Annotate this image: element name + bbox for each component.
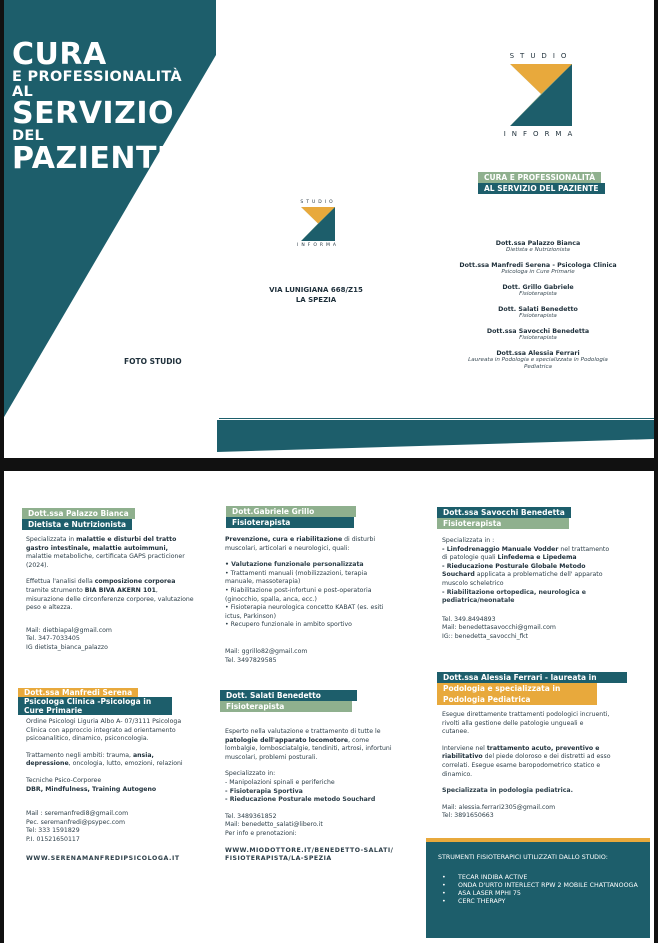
grillo-name: Dott.Gabriele Grillo: [226, 506, 356, 517]
grillo-tel[interactable]: Tel. 3497829585: [225, 656, 277, 664]
tagline-line2: AL SERVIZIO DEL PAZIENTE: [478, 183, 605, 194]
staff-role: Psicologa in Cure Primarie: [501, 269, 575, 275]
ferrari-header: [437, 672, 627, 705]
palazzo-header: [22, 508, 135, 530]
grillo-heading: • Valutazione funzionale personalizzata: [225, 561, 364, 569]
manfredi-role: Psicologa Clinica -Psicologa in Cure Primarie: [18, 697, 172, 715]
studio-informa-logo-large: STUDIO INFORMA: [503, 52, 579, 138]
grillo-role: Fisioterapista: [226, 517, 354, 528]
manfredi-header: [18, 688, 172, 715]
salati-info-label: Per info e prenotazioni:: [225, 829, 297, 837]
ferrari-name: Dott.ssa Alessia Ferrari - laureata in: [437, 672, 627, 683]
strumenti-title: STRUMENTI FISIOTERAPICI UTILIZZATI DALLO STUDIO:: [438, 854, 608, 861]
palazzo-ig[interactable]: IG dietista_bianca_palazzo: [26, 643, 108, 651]
cover-title: [12, 37, 182, 176]
manfredi-piva: P.I. 01521650117: [26, 835, 80, 843]
salati-body: Esperto nella valutazione e trattamento di tutte le patologie dell'apparato locomotore, come lombalgie, lombosciatalgie, tendiniti, artrosi, infortuni muscolari, problemi posturali. Specializzato in: - Manipolazioni spinali e periferiche - Fisioterapia Sportiva - Rieducazione Posturale metodo Souchard Tel. 3489361852 Mail: benedetto_salati@libero.it Per info e prenotazioni: WWW.MIODOTTORE.IT/BENEDETTO-SALATI/FISIOTERAPISTA/LA-SPEZIA: [225, 728, 394, 863]
ferrari-tel[interactable]: Tel: 3891650663: [442, 812, 494, 820]
cover-line-cura: CURA: [12, 37, 107, 72]
ferrari-mail[interactable]: Mail: alessia.ferrari2305@gmail.com: [442, 803, 556, 811]
savocchi-tel[interactable]: Tel. 349.8494893: [442, 615, 496, 623]
savocchi-body: Specializzata in : - Linfodrenaggio Manuale Vodder nel trattamento di patologie quali Linfedema e Lipedema - Rieducazione Posturale Globale Metodo Souchard applicata a problematiche dell' apparato muscolo scheletrico - Riabilitazione ortopedica, neurologica e pediatrica/neonatale Tel. 349.8494893 Mail: benedettasavocchi@gmail.com IG:: benedetta_savocchi_fkt: [442, 537, 612, 642]
ferrari-role: Podologia e specializzata in Podologia Pediatrica: [437, 683, 597, 705]
staff-role: Dietista e Nutrizionista: [506, 247, 570, 253]
salati-tel[interactable]: Tel. 3489361852: [225, 812, 277, 820]
tagline: [478, 172, 605, 194]
grillo-mail[interactable]: Mail: ggrillo82@gmail.com: [225, 647, 308, 655]
staff-name: Dott.ssa Manfredi Serena - Psicologa Clinica: [459, 262, 617, 269]
manfredi-tel[interactable]: Tel: 333 1591829: [26, 827, 80, 835]
palazzo-mail[interactable]: Mail: dietbiapal@gmail.com: [26, 626, 112, 634]
strumenti-list: [438, 874, 640, 906]
bottom-stripe: [209, 405, 654, 455]
cover-line-al: AL: [12, 83, 34, 100]
list-item: • TECAR INDIBA ACTIVE: [438, 874, 640, 882]
salati-website-link[interactable]: WWW.MIODOTTORE.IT/BENEDETTO-SALATI/FISIOTERAPISTA/LA-SPEZIA: [225, 846, 394, 863]
tagline-line1: CURA E PROFESSIONALITÀ: [478, 172, 601, 183]
savocchi-ig[interactable]: IG:: benedetta_savocchi_fkt: [442, 632, 528, 640]
grillo-body: Prevenzione, cura e riabilitazione di disturbi muscolari, articolari e neurologici, quali: • Valutazione funzionale personalizzata • Trattamenti manuali (mobilizzazioni, terapia manuale, massoterapia) • Riabilitazione post-infortuni e post-operatoria (ginocchio, spalla, anca, ecc.) • Fisioterapia neurologica concetto KABAT (es. esiti ictus, Parkinson) • Recupero funzionale in ambito sportivo Mail: ggrillo82@gmail.com Tel. 3497829585: [225, 536, 397, 665]
address-line1: VIA LUNIGIANA 668/Z15: [269, 286, 363, 294]
savocchi-role: Fisioterapista: [437, 518, 569, 529]
cover-line-del: DEL: [12, 128, 45, 144]
list-item: • CERC THERAPY: [438, 898, 640, 906]
staff-name: Dott.ssa Palazzo Bianca: [495, 240, 581, 247]
salati-role: Fisioterapista: [220, 701, 352, 712]
manfredi-mail[interactable]: Mail : seremanfredi8@gmail.com: [26, 810, 129, 818]
palazzo-tel[interactable]: Tel. 347-7033405: [26, 635, 80, 643]
ferrari-body: Esegue direttamente trattamenti podologici incruenti, rivolti alla gestione delle patologie ungueali e cutanee. Interviene nel trattamento acuto, preventivo e riabilitativo del piede doloroso e dei distretti ad esso correlati. Esegue esame baropodometrico statico e dinamico. Specializzata in podologia pediatrica. Mail: alessia.ferrari2305@gmail.com Tel: 3891650663: [442, 711, 611, 820]
palazzo-body: Specializzata in malattie e disturbi del tratto gastro intestinale, malattie autoimmuni, malattie metaboliche, certificata GAPS practicioner (2024). Effettua l'analisi della composizione corporea tramite strumento BIA BIVA AKERN 101, misurazione delle circonferenze corporee, valutazione peso e altezza. Mail: dietbiapal@gmail.com Tel. 347-7033405 IG dietista_bianca_palazzo: [26, 536, 194, 651]
salati-header: [220, 690, 357, 712]
staff-list: [448, 240, 628, 379]
staff-role: Laureata in Podologia e specializzata in Podologia Pediatrica: [468, 357, 608, 370]
grillo-header: [226, 506, 356, 528]
staff-name: Dott. Salati Benedetto: [498, 306, 578, 313]
address-line2: LA SPEZIA: [295, 296, 337, 304]
staff-role: Fisioterapista: [519, 335, 557, 341]
staff-name: Dott.ssa Savocchi Benedetta: [486, 328, 590, 335]
manfredi-name: Dott.ssa Manfredi Serena: [18, 688, 138, 697]
palazzo-role: Dietista e Nutrizionista: [22, 519, 132, 530]
savocchi-header: [437, 507, 571, 529]
salati-mail[interactable]: Mail: benedetto_salati@libero.it: [225, 821, 323, 829]
staff-name: Dott.ssa Alessia Ferrari: [496, 350, 580, 357]
logo-mark-small-icon: [300, 207, 336, 241]
manfredi-pec[interactable]: Pec. seremanfredi@psypec.com: [26, 818, 125, 826]
cover-line-paziente: PAZIENTE: [12, 140, 178, 176]
strumenti-box: [426, 842, 650, 938]
list-item: • ONDA D'URTO INTERLECT RPW 2 MOBILE CHATTANOOGA: [438, 882, 640, 890]
manfredi-body: Ordine Psicologi Liguria Albo A- 07/3111 Psicologa Clinica con approccio integrato ad orientamento psicoanalitico, dinamico, psiconcologia. Trattamento negli ambiti: trauma, ansia, depressione, oncologia, lutto, emozioni, relazioni Tecniche Psico-Corporee DBR, Mindfulness, Training Autogeno Mail : seremanfredi8@gmail.com Pec. seremanfredi@psypec.com Tel: 333 1591829 P.I. 01521650117 WWW.SERENAMANFREDIPSICOLOGA.IT: [26, 718, 196, 863]
palazzo-name: Dott.ssa Palazzo Bianca: [22, 508, 135, 519]
staff-name: Dott. Grillo Gabriele: [502, 284, 574, 291]
manfredi-website-link[interactable]: WWW.SERENAMANFREDIPSICOLOGA.IT: [26, 854, 180, 862]
list-item: • ASA LASER MPHI 75: [438, 890, 640, 898]
salati-name: Dott. Salati Benedetto: [220, 690, 357, 701]
logo-mark-icon: [510, 64, 572, 126]
staff-role: Fisioterapista: [519, 291, 557, 297]
cover-line-servizio: SERVIZIO: [12, 96, 174, 131]
savocchi-mail[interactable]: Mail: benedettasavocchi@gmail.com: [442, 624, 556, 632]
savocchi-name: Dott.ssa Savocchi Benedetta: [437, 507, 571, 518]
foto-studio-label: FOTO STUDIO: [124, 357, 182, 366]
studio-informa-logo-small: STUDIO INFORMA: [297, 200, 339, 248]
cover-line-professionalita: E PROFESSIONALITÀ: [12, 69, 182, 85]
staff-role: Fisioterapista: [519, 313, 557, 319]
address: [248, 285, 384, 305]
